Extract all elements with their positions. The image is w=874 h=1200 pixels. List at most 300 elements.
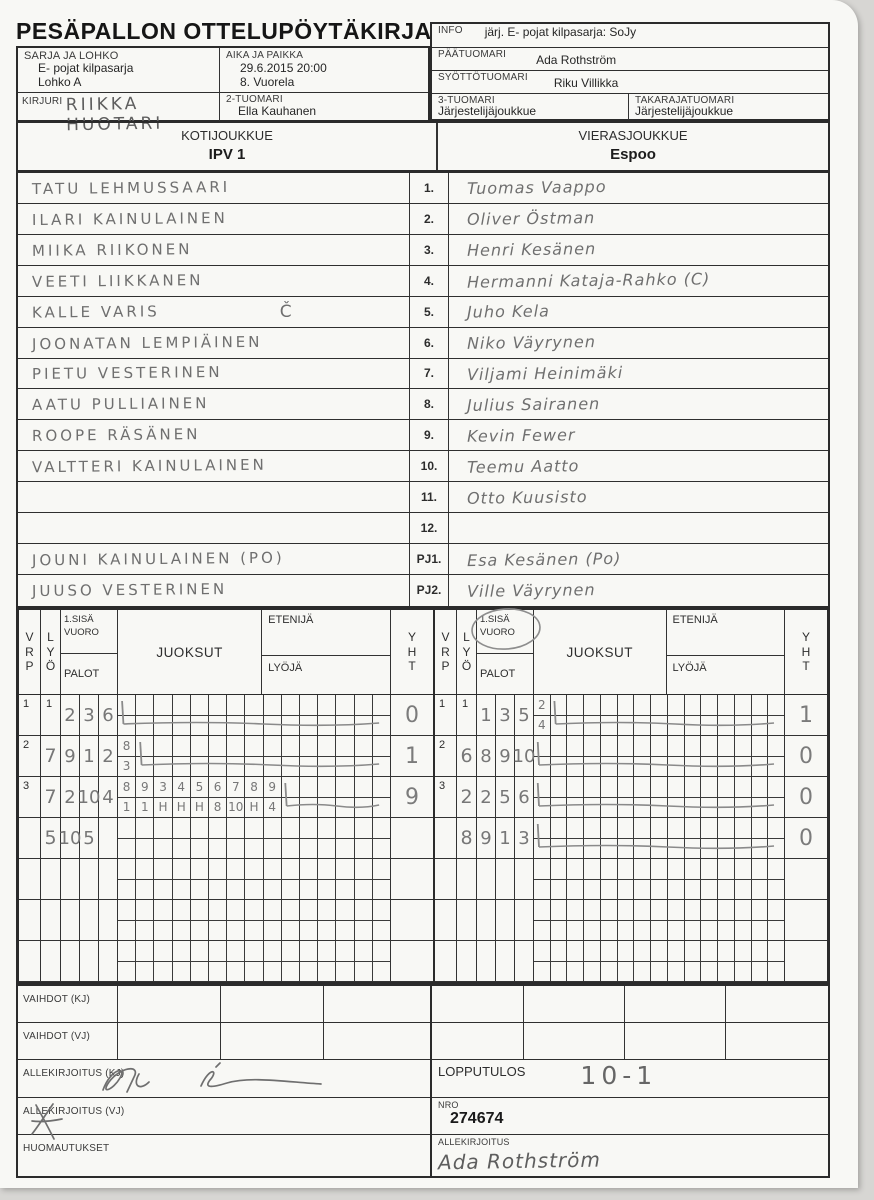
grid-cell <box>209 921 227 941</box>
grid-cell <box>634 941 651 961</box>
grid-bottom-handwritten: 10 <box>228 800 244 815</box>
grid-cell <box>551 921 568 941</box>
grid-cell <box>227 941 245 961</box>
grid-cell <box>534 818 551 838</box>
tuomari3-value: Järjestelijäjoukkue <box>438 104 537 118</box>
yht-cell <box>391 736 433 776</box>
grid-cell <box>768 921 784 941</box>
grid-bottom-handwritten: H <box>249 800 259 815</box>
lyo-cell <box>457 859 477 899</box>
grid-cell <box>551 777 568 797</box>
grid-cell <box>264 859 282 879</box>
grid-cell <box>634 921 651 941</box>
grid-cell <box>245 962 263 982</box>
grid-cell <box>264 777 282 797</box>
team-row <box>16 121 830 172</box>
grid-cell <box>118 900 136 920</box>
grid-cell <box>634 818 651 838</box>
grid-cell <box>584 798 601 818</box>
roster-row <box>18 389 828 420</box>
juoksut-grid <box>118 859 391 899</box>
vrp-cell: 2 <box>19 736 41 776</box>
grid-cell <box>584 695 601 715</box>
lyo-handwritten: 5 <box>44 827 57 849</box>
home-team-name: IPV 1 <box>208 146 246 163</box>
vaihdot-vj-cell-3 <box>324 1023 430 1059</box>
grid-cell <box>668 880 685 900</box>
grid-cell <box>618 736 635 756</box>
takarajatuomari-value: Järjestelijäjoukkue <box>635 104 734 118</box>
grid-cell <box>718 798 735 818</box>
grid-top-handwritten: 8 <box>122 779 131 794</box>
lyo-header: L Y Ö <box>41 610 61 694</box>
home-player-cell <box>18 173 410 203</box>
juoksut-grid-top <box>118 941 390 961</box>
paatuomari-field <box>432 48 828 71</box>
grid-cell <box>264 921 282 941</box>
allekirjoitus-row <box>432 1135 828 1177</box>
palot-cell <box>496 695 515 735</box>
grid-cell <box>735 859 752 879</box>
palot-cell <box>80 900 99 940</box>
grid-cell <box>336 900 354 920</box>
grid-cell <box>282 859 300 879</box>
palot-cell <box>496 777 515 817</box>
lyo-handwritten: 7 <box>44 745 57 767</box>
grid-cell <box>264 695 282 715</box>
grid-cell <box>601 757 618 777</box>
yht-cell <box>785 736 827 776</box>
grid-cell <box>551 798 568 818</box>
grid-cell <box>601 777 618 797</box>
grid-cell <box>567 962 584 982</box>
roster-row <box>18 328 828 359</box>
palot-cell <box>99 736 118 776</box>
vrp-header: V R P <box>435 610 457 694</box>
grid-cell <box>336 736 354 756</box>
lyo-cell <box>457 941 477 981</box>
juoksut-grid-top <box>534 941 784 961</box>
tuomari2-label: 2-TUOMARI <box>226 94 283 105</box>
grid-cell <box>209 859 227 879</box>
grid-cell <box>735 777 752 797</box>
home-player-name: KALLE VARIS <box>31 301 160 322</box>
away-player-cell <box>449 235 828 265</box>
grid-cell <box>551 962 568 982</box>
grid-cell <box>668 777 685 797</box>
palot-cell <box>496 859 515 899</box>
away-player-cell <box>449 297 828 327</box>
lineup-number: 4. <box>410 266 449 296</box>
juoksut-grid <box>118 941 391 981</box>
grid-cell <box>768 941 784 961</box>
score-row <box>435 859 827 900</box>
grid-cell <box>768 900 784 920</box>
away-player-cell <box>449 328 828 358</box>
grid-cell <box>651 941 668 961</box>
palot-handwritten: 1 <box>499 827 511 849</box>
grid-cell <box>618 900 635 920</box>
paatuomari-label: PÄÄTUOMARI <box>438 49 507 60</box>
palot-cell <box>80 859 99 899</box>
grid-cell <box>567 798 584 818</box>
lyo-cell <box>41 941 61 981</box>
palot-cell <box>477 900 496 940</box>
grid-cell <box>768 716 784 736</box>
grid-cell <box>154 941 172 961</box>
yht-cell <box>785 777 827 817</box>
grid-cell <box>355 736 373 756</box>
grid-cell <box>651 839 668 859</box>
palot-cell <box>515 777 534 817</box>
grid-cell <box>154 859 172 879</box>
grid-cell <box>718 900 735 920</box>
grid-cell <box>209 798 227 818</box>
kirjuri-label: KIRJURI <box>22 96 63 107</box>
grid-cell <box>264 962 282 982</box>
grid-cell <box>618 757 635 777</box>
grid-cell <box>136 757 154 777</box>
grid-cell <box>601 941 618 961</box>
grid-cell <box>209 839 227 859</box>
grid-top-handwritten: 7 <box>232 779 240 794</box>
palot-cell <box>477 941 496 981</box>
grid-cell <box>373 941 390 961</box>
grid-cell <box>567 695 584 715</box>
grid-cell <box>618 880 635 900</box>
grid-cell <box>373 839 390 859</box>
etenija-header-label: ETENIJÄ <box>667 610 785 656</box>
grid-cell <box>154 962 172 982</box>
grid-cell <box>173 839 191 859</box>
away-vaihdot-cell <box>726 986 828 1022</box>
grid-cell <box>618 716 635 736</box>
home-player-name: AATU PULLIAINEN <box>31 394 210 415</box>
syottotuomari-field <box>432 71 828 94</box>
score-row <box>19 736 433 777</box>
lyo-cell <box>41 859 61 899</box>
grid-cell <box>551 736 568 756</box>
grid-cell <box>300 818 318 838</box>
grid-cell <box>118 777 136 797</box>
grid-cell <box>668 941 685 961</box>
vrp-cell: 1 <box>19 695 41 735</box>
grid-top-handwritten: 9 <box>268 779 277 794</box>
grid-cell <box>584 757 601 777</box>
grid-cell <box>685 839 702 859</box>
home-player-cell <box>18 359 410 389</box>
grid-cell <box>227 695 245 715</box>
grid-cell <box>191 736 209 756</box>
juoksut-grid <box>534 695 785 735</box>
away-player-name: Ville Väyrynen <box>466 580 596 601</box>
roster-row <box>18 451 828 482</box>
palot-cell <box>80 695 99 735</box>
allekirjoitus-vj-row <box>18 1098 430 1135</box>
grid-cell <box>701 900 718 920</box>
grid-cell <box>318 798 336 818</box>
palot-handwritten: 2 <box>480 786 492 808</box>
grid-cell <box>227 736 245 756</box>
grid-cell <box>584 716 601 736</box>
vaihdot-kj-cell-2 <box>221 986 324 1022</box>
vrp-cell <box>19 859 41 899</box>
score-rows-home <box>19 695 433 982</box>
grid-cell <box>282 695 300 715</box>
score-header-home <box>19 610 433 695</box>
grid-top-handwritten: 8 <box>250 779 258 794</box>
palot-handwritten: 1 <box>480 704 492 726</box>
palot-cell <box>99 695 118 735</box>
away-vaihdot-row-1 <box>432 986 828 1023</box>
grid-cell <box>154 757 172 777</box>
grid-cell <box>685 695 702 715</box>
away-player-name: Hermanni Kataja-Rahko (C) <box>466 269 711 292</box>
home-player-name: JOONATAN LEMPIÄINEN <box>31 332 263 353</box>
palot-handwritten: 10 <box>77 786 101 808</box>
grid-cell <box>300 777 318 797</box>
grid-cell <box>534 921 551 941</box>
palot-cell <box>477 736 496 776</box>
grid-cell <box>752 777 769 797</box>
grid-cell <box>336 695 354 715</box>
grid-cell <box>154 777 172 797</box>
grid-cell <box>534 695 551 715</box>
lyo-cell <box>41 777 61 817</box>
lineup-number: 10. <box>410 451 449 481</box>
away-player-cell <box>449 544 828 574</box>
grid-cell <box>567 921 584 941</box>
grid-cell <box>634 880 651 900</box>
grid-cell <box>768 798 784 818</box>
palot-cell <box>80 736 99 776</box>
palot-cell <box>515 818 534 858</box>
palot-cell <box>61 900 80 940</box>
grid-cell <box>651 736 668 756</box>
huomautukset-row <box>18 1135 430 1176</box>
grid-cell <box>718 880 735 900</box>
grid-cell <box>752 839 769 859</box>
grid-cell <box>318 941 336 961</box>
grid-cell <box>601 921 618 941</box>
away-player-name: Tuomas Vaappo <box>466 177 607 199</box>
score-row <box>435 777 827 818</box>
juoksut-grid <box>118 695 391 735</box>
grid-cell <box>154 880 172 900</box>
grid-cell <box>136 921 154 941</box>
juoksut-grid <box>534 900 785 940</box>
away-team-name: Espoo <box>610 146 656 163</box>
grid-cell <box>355 818 373 838</box>
lyo-cell <box>457 736 477 776</box>
grid-cell <box>136 777 154 797</box>
grid-cell <box>227 798 245 818</box>
lyo-handwritten: 8 <box>460 827 473 849</box>
takarajatuomari-label: TAKARAJATUOMARI <box>635 95 735 106</box>
grid-cell <box>685 736 702 756</box>
grid-cell <box>282 716 300 736</box>
lyo-cell <box>457 777 477 817</box>
grid-cell <box>282 921 300 941</box>
juoksut-grid <box>118 736 391 776</box>
grid-cell <box>336 941 354 961</box>
grid-cell <box>191 921 209 941</box>
away-player-cell <box>449 389 828 419</box>
yht-handwritten: 9 <box>405 784 419 810</box>
grid-cell <box>718 859 735 879</box>
huomautukset-label: HUOMAUTUKSET <box>23 1143 110 1154</box>
grid-cell <box>355 798 373 818</box>
header-right-box <box>430 22 830 122</box>
away-player-cell <box>449 266 828 296</box>
grid-cell <box>264 818 282 838</box>
grid-cell <box>191 716 209 736</box>
grid-cell <box>685 941 702 961</box>
lineup-number: 8. <box>410 389 449 419</box>
grid-cell <box>245 716 263 736</box>
grid-cell <box>601 716 618 736</box>
juoksut-grid-bottom <box>534 797 784 818</box>
score-row <box>19 859 433 900</box>
tuomari3-field <box>432 94 629 120</box>
grid-cell <box>318 962 336 982</box>
lopputulos-row <box>432 1060 828 1098</box>
grid-cell <box>318 716 336 736</box>
lineup-number: 12. <box>410 513 449 543</box>
grid-cell <box>618 839 635 859</box>
grid-cell <box>651 921 668 941</box>
juoksut-grid-bottom <box>534 879 784 900</box>
palot-cell <box>61 736 80 776</box>
juoksut-grid-top <box>118 818 390 838</box>
grid-bottom-handwritten: H <box>176 800 186 815</box>
palot-cell <box>477 695 496 735</box>
grid-cell <box>584 736 601 756</box>
grid-cell <box>318 880 336 900</box>
home-player-name: JUUSO VESTERINEN <box>31 580 228 601</box>
grid-bottom-handwritten: 1 <box>122 800 131 815</box>
palot-cell <box>80 818 99 858</box>
grid-cell <box>136 736 154 756</box>
grid-cell <box>551 757 568 777</box>
home-player-name: JOUNI KAINULAINEN (PO) <box>31 548 285 570</box>
home-team-label: KOTIJOUKKUE <box>181 128 273 143</box>
grid-cell <box>618 921 635 941</box>
grid-cell <box>173 921 191 941</box>
grid-cell <box>567 716 584 736</box>
grid-cell <box>209 962 227 982</box>
away-player-name: Otto Kuusisto <box>466 486 588 508</box>
grid-cell <box>355 880 373 900</box>
grid-cell <box>718 695 735 715</box>
away-player-name: Oliver Östman <box>466 208 596 230</box>
grid-cell <box>300 757 318 777</box>
grid-cell <box>264 798 282 818</box>
grid-cell <box>118 921 136 941</box>
roster-row <box>18 359 828 390</box>
grid-cell <box>685 777 702 797</box>
away-player-name: Kevin Fewer <box>466 425 576 446</box>
home-player-cell <box>18 266 410 296</box>
home-player-cell <box>18 420 410 450</box>
grid-cell <box>584 880 601 900</box>
grid-cell <box>227 880 245 900</box>
info-label: INFO <box>438 25 463 36</box>
grid-cell <box>282 900 300 920</box>
grid-cell <box>752 818 769 838</box>
away-vaihdot-row-2 <box>432 1023 828 1060</box>
away-player-cell <box>449 359 828 389</box>
grid-cell <box>245 818 263 838</box>
grid-cell <box>300 695 318 715</box>
lyo-cell: 1 <box>457 695 477 735</box>
grid-cell <box>601 962 618 982</box>
grid-cell <box>173 757 191 777</box>
juoksut-grid-top <box>534 859 784 879</box>
vrp-cell <box>435 859 457 899</box>
grid-cell <box>136 900 154 920</box>
grid-top-handwritten: 2 <box>538 697 546 712</box>
juoksut-grid-bottom <box>534 756 784 777</box>
juoksut-grid <box>118 900 391 940</box>
away-player-name: Juho Kela <box>466 301 551 322</box>
roster-row <box>18 266 828 297</box>
grid-cell <box>601 695 618 715</box>
grid-cell <box>701 798 718 818</box>
sisavuoro-palot-header <box>477 610 534 694</box>
grid-cell <box>373 798 390 818</box>
score-row <box>19 941 433 982</box>
palot-cell <box>477 859 496 899</box>
juoksut-grid-top <box>534 900 784 920</box>
grid-cell <box>318 900 336 920</box>
vrp-cell <box>435 941 457 981</box>
palot-cell <box>477 818 496 858</box>
grid-cell <box>355 839 373 859</box>
allekirjoitus-kj-row <box>18 1060 430 1098</box>
grid-cell <box>245 880 263 900</box>
grid-cell <box>154 921 172 941</box>
grid-cell <box>618 695 635 715</box>
vaihdot-vj-cell-1 <box>118 1023 221 1059</box>
grid-cell <box>136 859 154 879</box>
grid-cell <box>227 859 245 879</box>
juoksut-grid <box>534 941 785 981</box>
grid-cell <box>191 941 209 961</box>
lineup-number: 5. <box>410 297 449 327</box>
grid-cell <box>336 962 354 982</box>
palot-handwritten: 6 <box>102 704 114 726</box>
etenija-lyoja-header <box>262 610 390 694</box>
home-player-name: MIIKA RIIKONEN <box>31 239 193 260</box>
grid-cell <box>191 798 209 818</box>
away-vaihdot-cell <box>524 1023 625 1059</box>
grid-cell <box>668 798 685 818</box>
grid-cell <box>718 716 735 736</box>
palot-cell <box>80 941 99 981</box>
away-player-name: Teemu Aatto <box>466 455 580 477</box>
yht-cell <box>391 859 433 899</box>
vrp-cell <box>19 818 41 858</box>
grid-cell <box>373 900 390 920</box>
grid-bottom-handwritten: H <box>194 800 204 815</box>
etenija-lyoja-header <box>667 610 785 694</box>
grid-cell <box>245 757 263 777</box>
grid-cell <box>245 695 263 715</box>
grid-cell <box>191 818 209 838</box>
grid-cell <box>685 880 702 900</box>
juoksut-grid-top <box>534 736 784 756</box>
